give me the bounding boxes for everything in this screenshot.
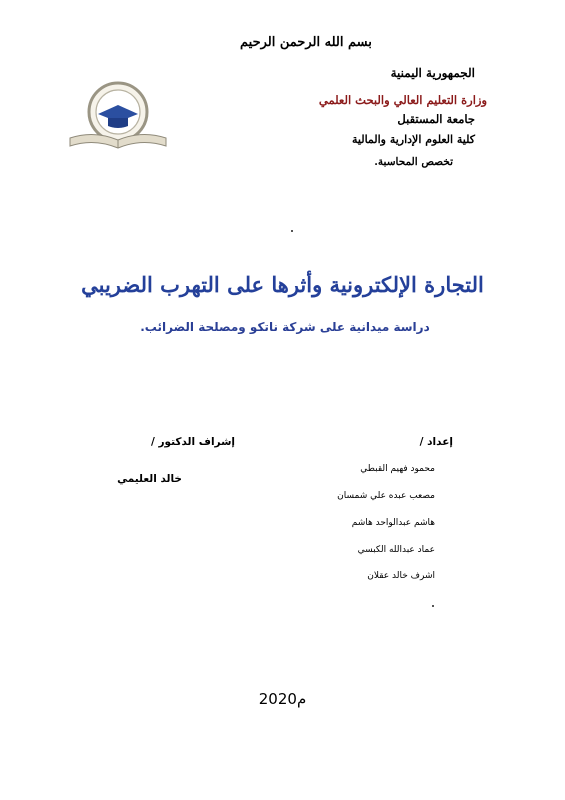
supervisor-name: خالد العليمي: [117, 473, 182, 485]
thesis-title: التجارة الإلكترونية وأثرها على التهرب الضريبي: [81, 272, 484, 297]
supervisor-label: إشراف الدكتور /: [150, 436, 235, 448]
prepared-by-label: إعداد /: [419, 436, 453, 448]
thesis-subtitle: دراسة ميدانية على شركة ناتكو ومصلحة الضرائب.: [140, 320, 430, 334]
stray-dot: [432, 605, 434, 607]
department-name: تخصص المحاسبة.: [374, 156, 453, 168]
student-name: مصعب عبده علي شمسان: [337, 491, 435, 501]
cap-base: [108, 118, 128, 128]
republic-name: الجمهورية اليمنية: [390, 66, 475, 80]
basmala-calligraphy: بسم الله الرحمن الرحيم: [240, 35, 372, 50]
student-name: عماد عبدالله الكبسي: [357, 545, 435, 555]
academic-year: 2020م: [258, 690, 307, 708]
faculty-name: كلية العلوم الإدارية والمالية: [352, 133, 475, 146]
student-name: هاشم عبدالواحد هاشم: [351, 518, 435, 528]
student-name: اشرف خالد عقلان: [367, 571, 435, 581]
student-name: محمود فهيم القبطي: [360, 464, 435, 474]
university-name: جامعة المستقبل: [397, 112, 475, 126]
ministry-name: وزارة التعليم العالي والبحث العلمي: [318, 93, 487, 107]
university-seal-icon: [64, 78, 172, 158]
stray-dot: [291, 230, 293, 232]
